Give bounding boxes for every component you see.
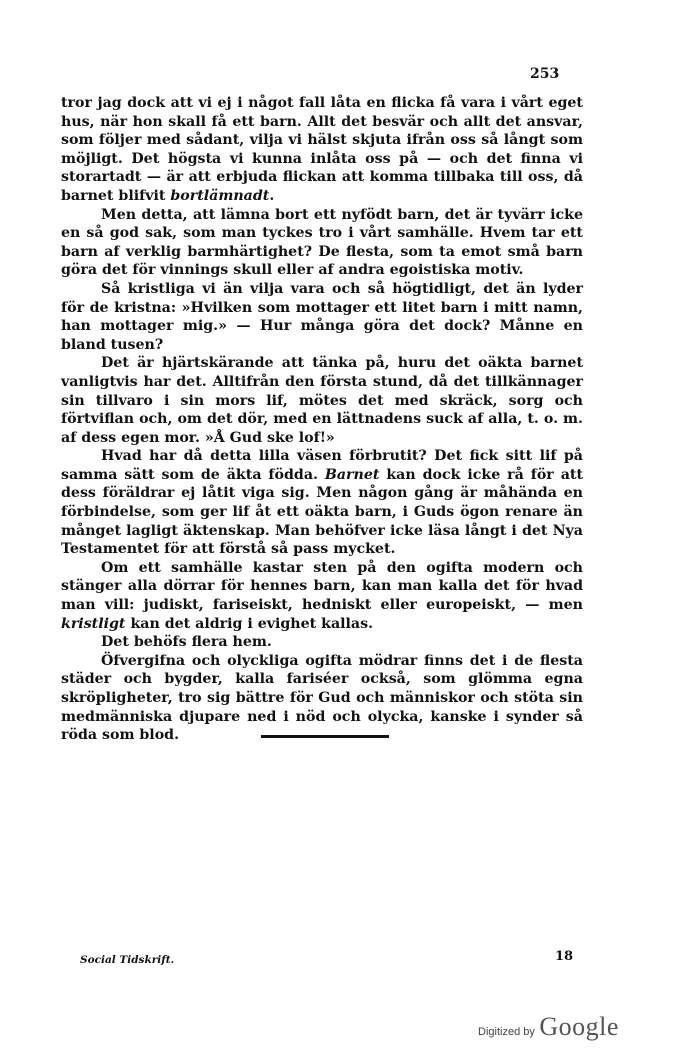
paragraph-3: Så kristliga vi än vilja vara och så högtidligt, det än lyder för de kristna: »Hvilken som mottager ett litet barn i mitt namn, han mottager mig.» — Hur många göra det dock? Månne en bland tusen? <box>61 280 583 353</box>
paragraph-5: Hvad har då detta lilla väsen förbrutit? Det fick sitt lif på samma sätt som de äkta födda. Barnet kan dock icke rå för att dess föräldrar ej låtit viga sig. Men någon gång är måhända en förbindelse, som ger lif åt ett oäkta barn, i Guds ögon renare än månget lagligt äktenskap. Man behöfver icke läsa långt i det Nya Testamentet för att förstå så pass mycket. <box>61 448 583 558</box>
paragraph-1: tror jag dock att vi ej i något fall låta en flicka få vara i vårt eget hus, när hon skall få ett barn. Allt det besvär och allt det ansvar, som följer med sådant, vilja vi hälst skjuta ifrån oss så långt som möjligt. Det högsta vi kunna inlåta oss på — och det finna vi storartadt — är att erbjuda flickan att komma tillbaka till oss, då barnet blifvit bortlämnadt. <box>61 95 583 204</box>
page-number: 253 <box>530 66 560 82</box>
paragraph-7: Det behöfs flera hem. <box>101 634 272 651</box>
section-divider <box>261 735 389 738</box>
paragraph-6: Om ett samhälle kastar sten på den ogifta modern och stänger alla dörrar för hennes barn, kan man kalla det för hvad man vill: judiskt, fariseiskt, hedniskt eller europeiskt, — men kristligt kan det aldrig i evighet kallas. <box>61 559 583 632</box>
google-logo: Google <box>539 1012 619 1041</box>
sheet-number: 18 <box>555 949 574 964</box>
digitized-watermark <box>478 1012 619 1042</box>
paragraph-2: Men detta, att lämna bort ett nyfödt barn, det är tyvärr icke en så god sak, som man tyckes tro i vårt samhälle. Hvem tar ett barn af verklig barmhärtighet? De flesta, som ta emot små barn göra det för vinnings skull eller af andra egoistiska motiv. <box>61 206 583 279</box>
body-text <box>61 94 583 745</box>
journal-title: Social Tidskrift. <box>80 954 175 966</box>
paragraph-8: Öfvergifna och olyckliga ogifta mödrar finns det i de flesta städer och bygder, kalla fariséer också, som glömma egna skröpligheter, tro sig bättre för Gud och människor och stöta sin medmänniska djupare ned i nöd och olycka, kanske i synder så röda som blod. <box>61 652 583 744</box>
paragraph-4: Det är hjärtskärande att tänka på, huru det oäkta barnet vanligtvis har det. Alltifrån den första stund, då det tillkännager sin tillvaro i sin mors lif, mötes det med skräck, sorg och förtviflan och, om det dör, med en lättnadens suck af alla, t. o. m. af dess egen mor. »Å Gud ske lof!» <box>61 355 583 446</box>
watermark-prefix: Digitized by <box>478 1026 535 1038</box>
